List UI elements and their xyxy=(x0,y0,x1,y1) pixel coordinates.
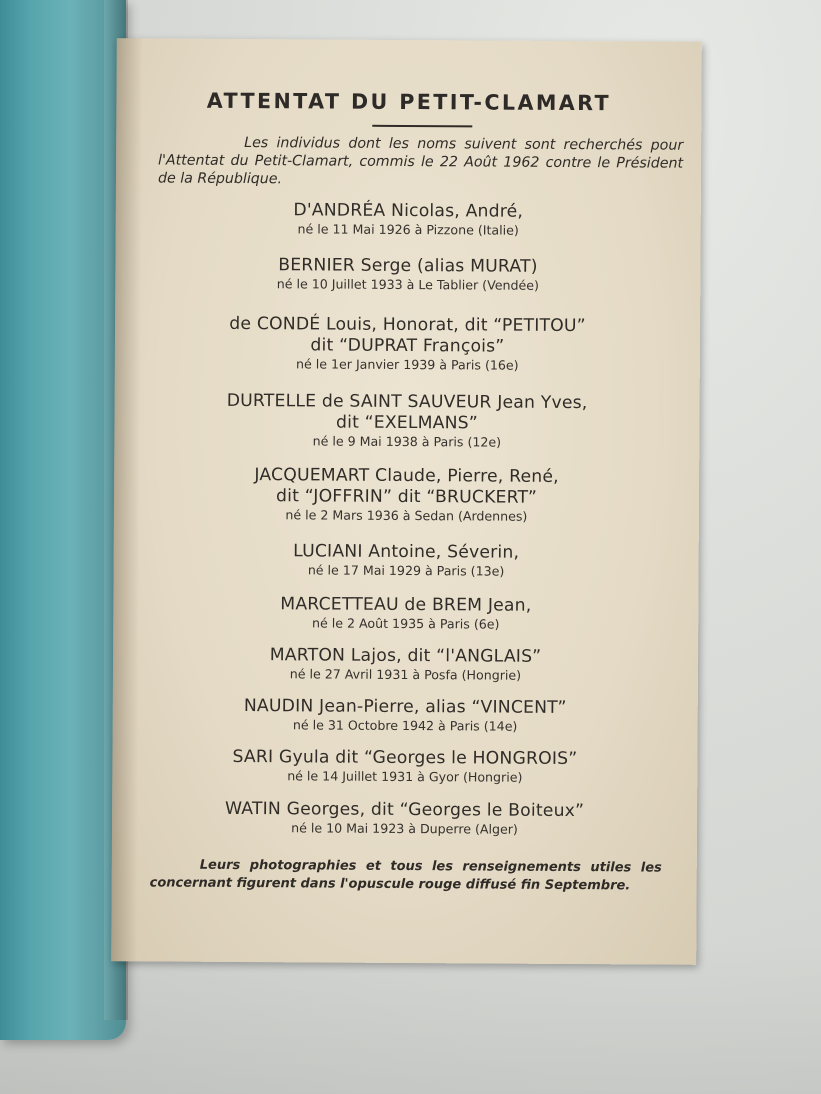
entry-birth: né le 9 Mai 1938 à Paris (12e) xyxy=(312,433,502,450)
booklet-page xyxy=(111,38,702,965)
booklet-cover xyxy=(0,0,126,1040)
entry-birth: né le 27 Avril 1931 à Posfa (Hongrie) xyxy=(289,666,522,683)
entry-name: MARTON Lajos, dit “l'ANGLAIS” xyxy=(269,645,542,667)
entry-name: LUCIANI Antoine, Séverin, xyxy=(293,541,520,563)
entry-birth: né le 2 Août 1935 à Paris (6e) xyxy=(312,615,500,632)
wanted-entry-conde xyxy=(135,313,680,374)
entry-birth: né le 17 Mai 1929 à Paris (13e) xyxy=(307,562,505,579)
entry-birth: né le 10 Mai 1923 à Duperre (Alger) xyxy=(291,820,518,837)
wanted-entry-luciani xyxy=(134,540,679,580)
wanted-entry-sari xyxy=(132,746,677,786)
title-underline xyxy=(372,125,472,128)
entry-name: D'ANDRÉA Nicolas, André, xyxy=(293,200,524,222)
entry-name: MARCETTEAU de BREM Jean, xyxy=(280,594,532,616)
entry-birth: né le 10 Juillet 1933 à Le Tablier (Vendée) xyxy=(276,276,539,293)
entry-name: NAUDIN Jean-Pierre, alias “VINCENT” xyxy=(243,696,567,718)
closing-paragraph: Leurs photographies et tous les renseignements utiles les concernant figurent dans l'opuscule rouge diffusé fin Septembre. xyxy=(149,857,662,894)
wanted-entry-bernier xyxy=(135,254,680,294)
page-title: ATTENTAT DU PETIT-CLAMART xyxy=(206,88,612,116)
entry-name-line-1: JACQUEMART Claude, Pierre, René, xyxy=(254,465,559,487)
entry-birth: né le 31 Octobre 1942 à Paris (14e) xyxy=(292,717,518,734)
entry-birth: né le 11 Mai 1926 à Pizzone (Italie) xyxy=(297,221,519,238)
wanted-entry-watin xyxy=(132,798,677,838)
entry-name-line-2: dit “JOFFRIN” dit “BRUCKERT” xyxy=(276,486,538,508)
entry-birth: né le 1er Janvier 1939 à Paris (16e) xyxy=(295,356,519,373)
entry-name-line-1: de CONDÉ Louis, Honorat, dit “PETITOU” xyxy=(229,313,586,337)
entry-name: BERNIER Serge (alias MURAT) xyxy=(278,255,538,277)
entry-name: SARI Gyula dit “Georges le HONGROIS” xyxy=(232,746,578,770)
entry-birth: né le 2 Mars 1936 à Sedan (Ardennes) xyxy=(285,507,528,524)
entry-name: WATIN Georges, dit “Georges le Boiteux” xyxy=(224,798,585,822)
entry-name-line-2: dit “DUPRAT François” xyxy=(310,335,505,357)
wanted-entry-marcetteau xyxy=(133,593,678,633)
intro-paragraph: Les individus dont les noms suivent sont recherchés pour l'Attentat du Petit-Clamart, commis le 22 Août 1962 contre le Président de la République. xyxy=(157,135,684,188)
wanted-entry-dandrea xyxy=(136,199,681,239)
wanted-entry-jacquemart xyxy=(134,464,679,525)
wanted-entry-naudin xyxy=(133,695,678,735)
entry-name-line-1: DURTELLE de SAINT SAUVEUR Jean Yves, xyxy=(226,390,588,414)
entry-birth: né le 14 Juillet 1931 à Gyor (Hongrie) xyxy=(287,768,523,785)
wanted-entry-marton xyxy=(133,644,678,684)
wanted-entry-durtelle xyxy=(134,390,679,451)
entry-name-line-2: dit “EXELMANS” xyxy=(335,412,478,434)
